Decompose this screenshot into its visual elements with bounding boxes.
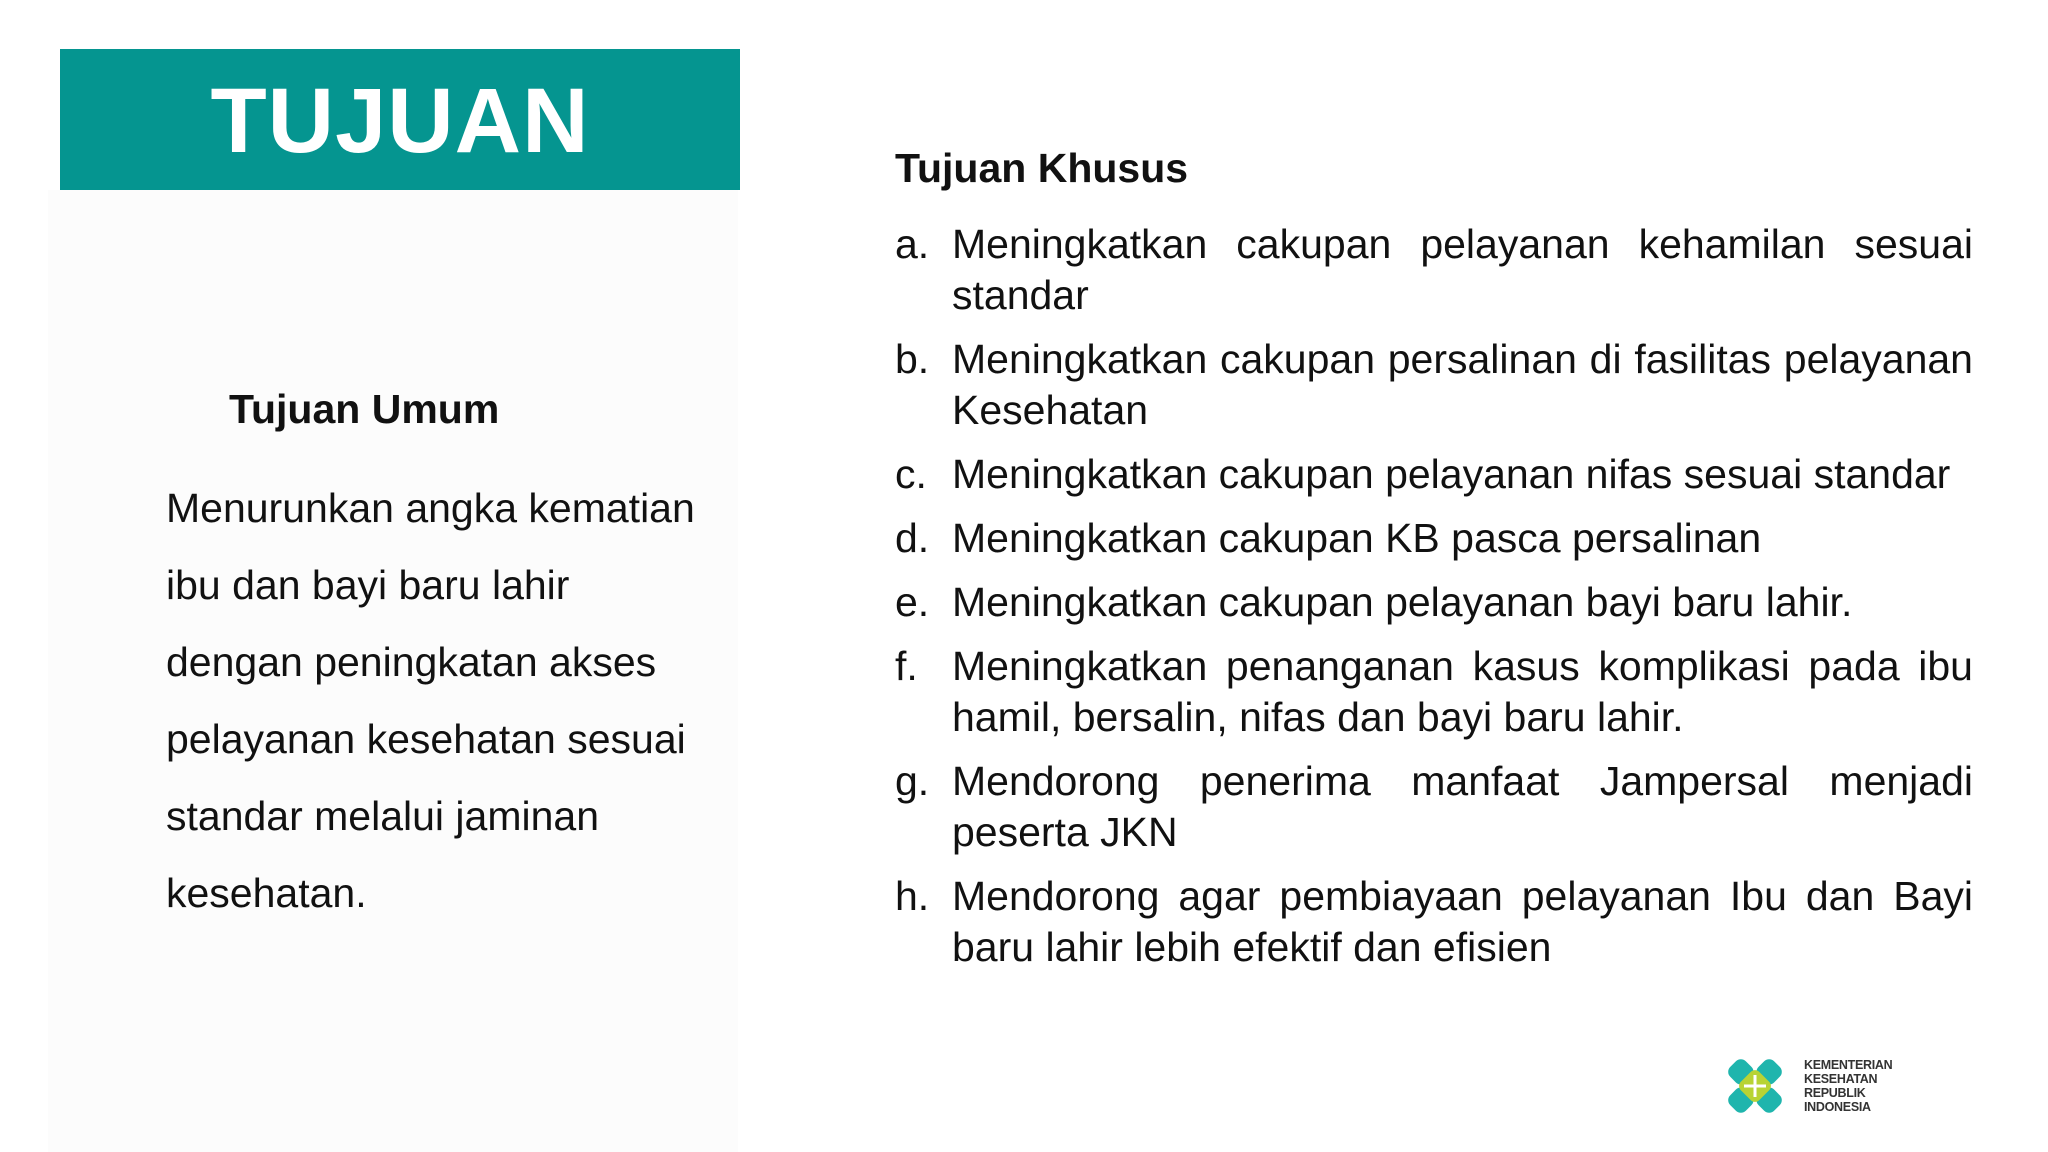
tujuan-umum-line: ibu dan bayi baru lahir [166, 562, 570, 608]
list-item [895, 871, 1973, 973]
list-item-text: Meningkatkan cakupan persalinan di fasilitas pelayanan Kesehatan [952, 336, 1973, 433]
list-item [895, 577, 1973, 628]
list-item [895, 449, 1973, 500]
tujuan-umum-heading: Tujuan Umum [229, 386, 500, 432]
list-item-letter: f. [895, 643, 918, 689]
logo-line: KEMENTERIAN [1804, 1057, 1893, 1072]
logo-line: KESEHATAN [1804, 1071, 1878, 1086]
page-title: TUJUAN [210, 70, 590, 172]
list-item [895, 756, 1973, 858]
list-item-text: Meningkatkan penanganan kasus komplikasi pada ibu hamil, bersalin, nifas dan bayi baru lahir. [952, 643, 1973, 740]
list-item-text: Meningkatkan cakupan KB pasca persalinan [952, 515, 1762, 561]
kemenkes-logo [1714, 1043, 1904, 1128]
list-item [895, 219, 1973, 321]
list-item [895, 334, 1973, 436]
list-item-letter: e. [895, 579, 930, 625]
tujuan-umum-line: dengan peningkatan akses [166, 639, 657, 685]
kemenkes-logo-icon [1714, 1045, 1796, 1127]
list-item-letter: g. [895, 758, 930, 804]
tujuan-umum-line: Menurunkan angka kematian [166, 485, 695, 531]
tujuan-umum-line: standar melalui jaminan [166, 793, 600, 839]
list-item-letter: a. [895, 221, 930, 267]
list-item-text: Meningkatkan cakupan pelayanan kehamilan sesuai standar [952, 221, 1973, 318]
list-item-letter: h. [895, 873, 930, 919]
tujuan-khusus-list [895, 219, 1973, 986]
tujuan-umum-body [166, 470, 726, 932]
list-item [895, 513, 1973, 564]
logo-line: REPUBLIK [1804, 1085, 1866, 1100]
tujuan-umum-line: pelayanan kesehatan sesuai [166, 716, 686, 762]
tujuan-khusus-heading: Tujuan Khusus [895, 145, 1189, 191]
logo-line: INDONESIA [1804, 1099, 1871, 1114]
list-item-text: Mendorong penerima manfaat Jampersal menjadi peserta JKN [952, 758, 1973, 855]
kemenkes-logo-text [1804, 1058, 1892, 1114]
tujuan-umum-line: kesehatan. [166, 870, 367, 916]
list-item-letter: b. [895, 336, 930, 382]
list-item [895, 641, 1973, 743]
title-banner [60, 49, 740, 190]
list-item-text: Mendorong agar pembiayaan pelayanan Ibu dan Bayi baru lahir lebih efektif dan efisien [952, 873, 1973, 970]
list-item-letter: d. [895, 515, 930, 561]
list-item-text: Meningkatkan cakupan pelayanan bayi baru lahir. [952, 579, 1853, 625]
list-item-letter: c. [895, 451, 927, 497]
list-item-text: Meningkatkan cakupan pelayanan nifas sesuai standar [952, 451, 1951, 497]
